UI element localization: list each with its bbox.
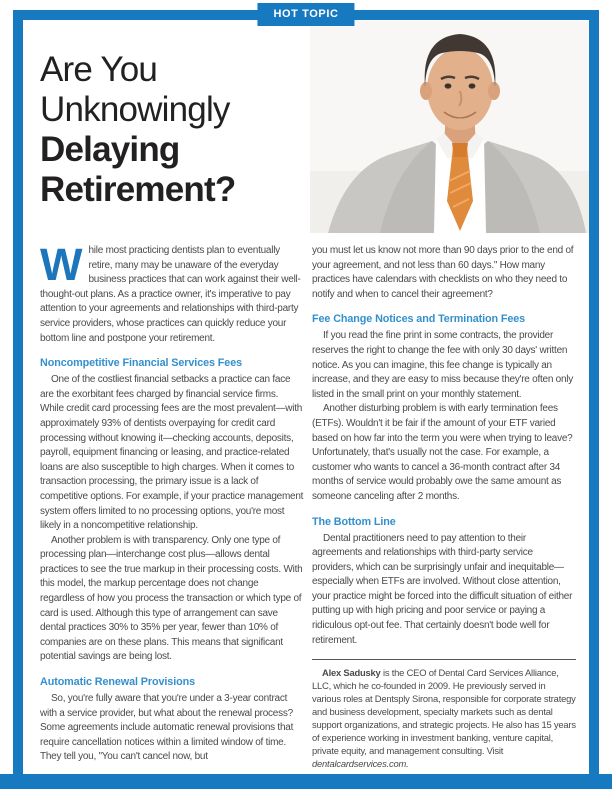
title-line-1: Are You: [40, 50, 158, 89]
page-border-right: [589, 10, 599, 778]
section-heading-bottom-line: The Bottom Line: [312, 515, 396, 528]
author-bio: [312, 659, 576, 770]
page-border-bottom: [0, 774, 612, 789]
page-border-left: [13, 10, 23, 778]
paragraph-bottom-line: Dental practitioners need to pay attention to their agreements and relationships with third-party service providers, which can be surprisingly unfair and inequitable—especially when ETFs are involved. Without close attention, your practice might be forced into the difficult situation of either putting up with high pricing and poor service or paying a ridiculous opt-out fee. That certainly doesn't bode well for retirement.: [312, 532, 573, 646]
bio-website: dentalcardservices.com.: [312, 757, 409, 769]
bio-text: is the CEO of Dental Card Services Alliance, LLC, which he co-founded in 2009. He previously served in various roles at Dentsply Sirona, responsible for corporate strategy and business development, specialty markets such as dental support organizations, and strategic projects. He also has 15 years of experience working in investment banking, venture capital, private equity, and management consulting. Visit: [312, 667, 576, 756]
section-heading-automatic-renewal: Automatic Renewal Provisions: [40, 676, 195, 689]
intro-paragraph: [40, 239, 304, 346]
section-heading-noncompetitive-fees: Noncompetitive Financial Services Fees: [40, 357, 243, 370]
tie-knot: [452, 143, 468, 157]
author-photo: [310, 21, 589, 233]
article-title: [40, 50, 235, 210]
article-column-right: [312, 244, 576, 771]
intro-text: hile most practicing dentists plan to eventually retire, many may be unaware of the everyday business practices that can work against their well-thought-out plans. As a practice owner, it's imperative to pay attention to your agreements and relationships with third-party service providers, whose practices can quickly reduce your bottom line and postpone your retirement.: [40, 245, 301, 344]
hot-topic-banner: [257, 3, 354, 26]
paragraph-continuation: you must let us know not more than 90 days prior to the end of your agreement, and not less than 60 days." How many practices have calendars with checklists on who they need to notify and when to cancel their agreement?: [312, 245, 574, 300]
author-headshot-illustration: [310, 21, 589, 233]
title-line-3: Delaying: [40, 130, 180, 169]
title-line-4: Retirement?: [40, 170, 236, 209]
drop-cap: W: [40, 239, 83, 290]
paragraph-automatic-renewal: So, you're fully aware that you're under a 3-year contract with a service provider, but what about the renewal process? Some agreements include automatic renewal provisions that require cancellation notices within a limited window of time. They tell you, "You can't cancel now, but: [40, 693, 294, 763]
author-name: Alex Sadusky: [322, 667, 381, 679]
article-column-left: [40, 239, 304, 765]
paragraph-fee-change-1: If you read the fine print in some contracts, the provider reserves the right to change the fee with only 30 days' written notice. As you can imagine, this fee change is typically an increase, and they are easy to miss because they're often only listed in the small print on your monthly statement.: [312, 330, 574, 400]
section-heading-fee-change: Fee Change Notices and Termination Fees: [312, 313, 526, 326]
paragraph-fee-change-2: Another disturbing problem is with early termination fees (ETFs). Wouldn't it be fair if the amount of your ETF varied based on how far into the term you were when trying to leave? Unfortunately, that's usually not the case. For example, a customer who wants to cancel a 36-month contract after 34 months of service would probably owe the same amount as someone canceling after 2 months.: [312, 403, 573, 502]
title-line-2: Unknowingly: [40, 90, 230, 129]
hot-topic-label: HOT TOPIC: [273, 8, 339, 20]
paragraph-noncompetitive-1: One of the costliest financial setbacks a practice can face are the exorbitant fees charged by financial service firms. While credit card processing fees are the most prevalent—with approximately 93% of dentists overpaying for credit card processing without knowing it—checking accounts, deposits, payroll, equipment financing or leasing, and practice-related loans are also susceptible to high charges. When it comes to transaction processing, the primary issue is a lack of competitive options. For example, if your practice management system offers limited to no processing options, you're most likely in a noncompetitive relationship.: [40, 374, 304, 532]
paragraph-noncompetitive-2: Another problem is with transparency. Only one type of processing plan—interchange cost plus—allows dental practices to see the true markup in their processing costs. With this model, the markup percentage does not change regardless of how you process the transaction or which type of card is used. Although this type of arrangement can save dental practices 30% to 35% per year, fewer than 10% of companies are on these plans. This means that significant potential savings are being lost.: [40, 534, 303, 663]
